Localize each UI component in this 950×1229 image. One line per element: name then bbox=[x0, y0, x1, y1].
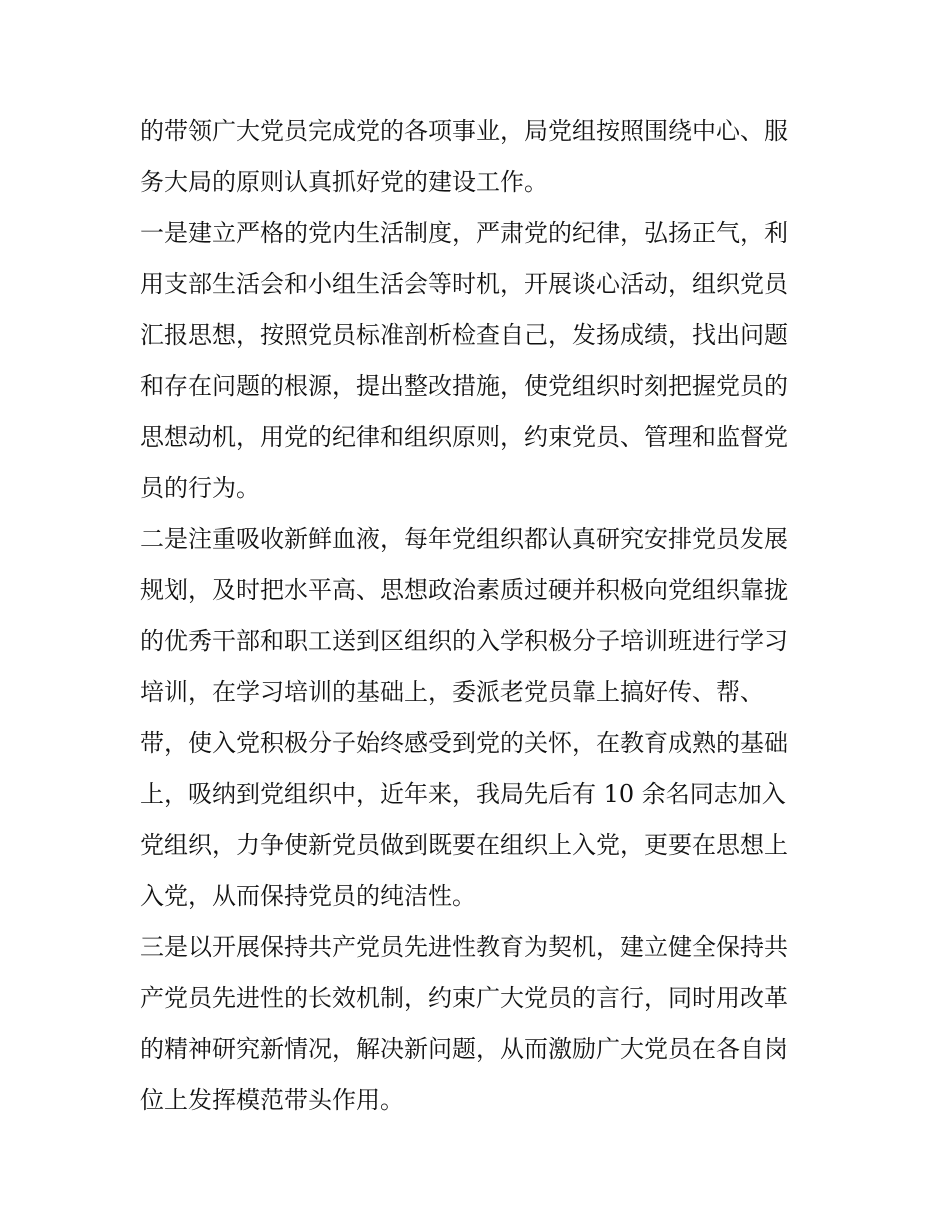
text-line: 和存在问题的根源，提出整改措施，使党组织时刻把握党员的 bbox=[140, 372, 788, 400]
text-line: 思想动机，用党的纪律和组织原则，约束党员、管理和监督党 bbox=[140, 423, 788, 451]
text-line: 用支部生活会和小组生活会等时机，开展谈心活动，组织党员 bbox=[140, 270, 788, 298]
text-line: 入党，从而保持党员的纯洁性。 bbox=[140, 882, 476, 910]
text-line: 三是以开展保持共产党员先进性教育为契机，建立健全保持共 bbox=[140, 933, 788, 961]
text-line: 的带领广大党员完成党的各项事业，局党组按照围绕中心、服 bbox=[140, 117, 788, 145]
document-body bbox=[140, 106, 820, 1126]
text-line: 规划，及时把水平高、思想政治素质过硬并积极向党组织靠拢 bbox=[140, 576, 788, 604]
text-line: 党组织，力争使新党员做到既要在组织上入党，更要在思想上 bbox=[140, 831, 788, 859]
text-line: 带，使入党积极分子始终感受到党的关怀，在教育成熟的基础 bbox=[140, 729, 788, 757]
text-line: 产党员先进性的长效机制，约束广大党员的言行，同时用改革 bbox=[140, 984, 788, 1012]
text-line: 的优秀干部和职工送到区组织的入学积极分子培训班进行学习 bbox=[140, 627, 788, 655]
text-line: 汇报思想，按照党员标准剖析检查自己，发扬成绩，找出问题 bbox=[140, 321, 788, 349]
text-line: 一是建立严格的党内生活制度，严肃党的纪律，弘扬正气，利 bbox=[140, 219, 788, 247]
text-line: 员的行为。 bbox=[140, 474, 260, 502]
text-line: 上，吸纳到党组织中，近年来，我局先后有 10 余名同志加入 bbox=[140, 780, 786, 808]
text-line: 位上发挥模范带头作用。 bbox=[140, 1086, 404, 1114]
text-line: 务大局的原则认真抓好党的建设工作。 bbox=[140, 168, 548, 196]
text-line: 培训，在学习培训的基础上，委派老党员靠上搞好传、帮、 bbox=[140, 678, 764, 706]
text-line: 二是注重吸收新鲜血液，每年党组织都认真研究安排党员发展 bbox=[140, 525, 788, 553]
text-line: 的精神研究新情况，解决新问题，从而激励广大党员在各自岗 bbox=[140, 1035, 788, 1063]
